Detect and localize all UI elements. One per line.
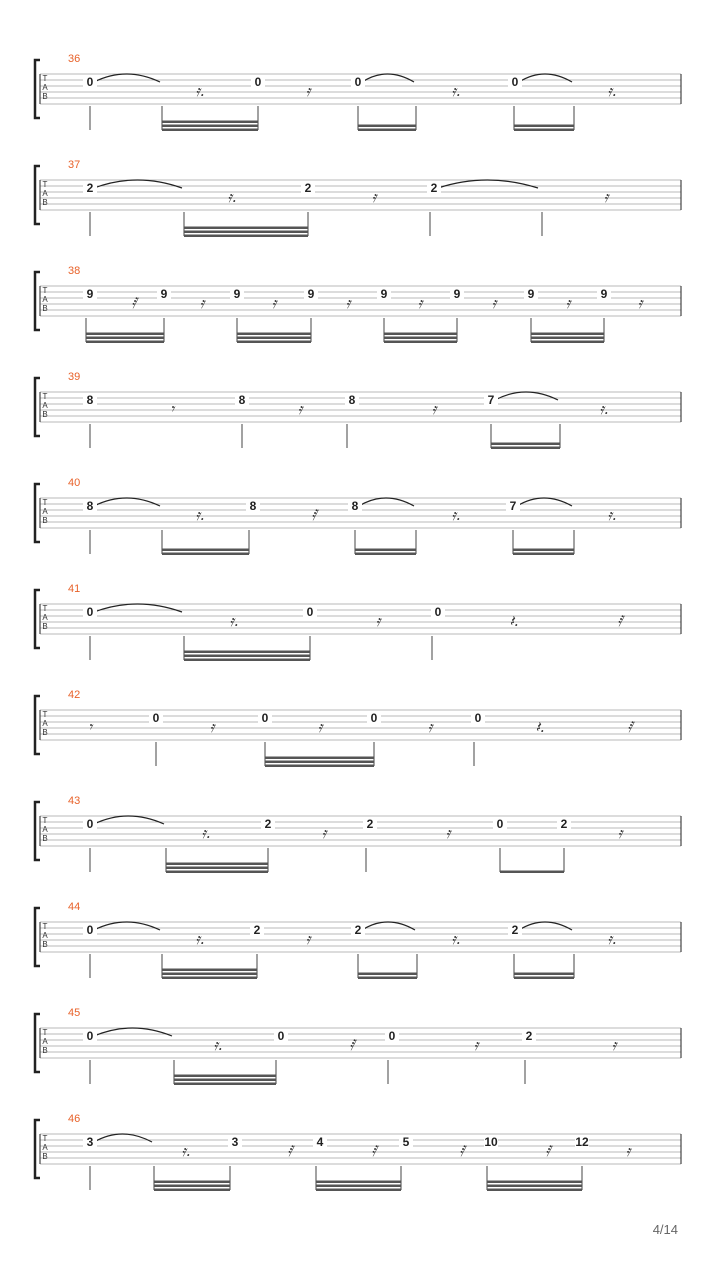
tab-clef-letter: T [42,1134,48,1143]
fret-number: 0 [354,75,362,89]
beam [237,337,311,340]
system-bracket [35,908,40,966]
rest-symbol: 𝄿 [431,400,437,418]
tab-clef-letter: A [42,295,48,304]
fret-number: 0 [277,1029,285,1043]
tie-arc [362,922,415,930]
fret-number: 2 [430,181,438,195]
rest-symbol: 𝄿. [229,612,239,630]
rest-symbol: 𝄿. [181,1142,191,1160]
beam [487,1185,582,1188]
measure-number: 40 [68,477,81,489]
beam [514,973,574,976]
rest-symbol: 𝄽. [535,718,545,736]
rest-symbol: 𝄿 [491,294,497,312]
rest-symbol: 𝄿 [625,1142,631,1160]
beam [316,1181,401,1184]
rest-symbol: 𝄿. [451,930,461,948]
system-bracket [35,484,40,542]
measure-number: 42 [68,689,81,701]
rest-symbol: 𝄿. [607,506,617,524]
beam [154,1181,230,1184]
fret-number: 2 [304,181,312,195]
tab-clef-letter: A [42,613,48,622]
beam [162,969,257,972]
rest-symbol: 𝄿. [607,930,617,948]
beam [514,977,574,980]
system-bracket [35,60,40,118]
rest-symbol: 𝄿 [305,82,311,100]
fret-number: 9 [307,287,315,301]
fret-number: 10 [484,1135,498,1149]
beam [166,867,268,870]
beam [358,125,416,128]
rest-symbol: 𝄿 [297,400,303,418]
tab-system [35,795,681,873]
rest-symbol: 𝄿. [451,506,461,524]
fret-number: 7 [487,393,495,407]
tie-arc [495,392,558,400]
fret-number: 2 [264,817,272,831]
beam [174,1079,276,1082]
tab-system [35,901,681,979]
tab-clef-letter: A [42,401,48,410]
beam [184,235,308,238]
tab-clef-letter: A [42,719,48,728]
beam [162,553,249,556]
tie-arc [94,74,160,82]
rest-symbol: 𝅀 [287,1142,293,1160]
system-bracket [35,696,40,754]
rest-symbol: 𝄿. [227,188,237,206]
fret-number: 9 [527,287,535,301]
rest-symbol: 𝄿. [195,930,205,948]
rest-symbol: 𝄿 [271,294,277,312]
measure-number: 37 [68,159,81,171]
system-bracket [35,590,40,648]
tab-clef-letter: A [42,1143,48,1152]
tab-system [35,1007,681,1085]
tab-clef-letter: B [42,198,48,207]
fret-number: 4 [316,1135,324,1149]
rest-symbol: 𝄿 [317,718,323,736]
measure-number: 45 [68,1007,81,1019]
beam [487,1181,582,1184]
beam [174,1075,276,1078]
system-bracket [35,1120,40,1178]
beam [355,553,416,556]
tab-clef-letter: B [42,410,48,419]
beam [384,337,457,340]
rest-symbol: 𝄿 [305,930,311,948]
beam [316,1189,401,1192]
beam [162,549,249,552]
tab-clef-letter: B [42,940,48,949]
tie-arc [94,604,182,612]
fret-number: 0 [86,75,94,89]
fret-number: 0 [86,1029,94,1043]
page-indicator: 4/14 [652,1222,678,1237]
beam [531,333,604,336]
beam [514,125,574,128]
rest-symbol: 𝄿. [213,1036,223,1054]
beam [86,341,164,344]
beam [514,129,574,132]
system-bracket [35,1014,40,1072]
tie-arc [359,498,414,506]
rest-symbol: 𝄾 [170,400,174,418]
rest-symbol: 𝄿 [637,294,643,312]
tab-clef-letter: B [42,1046,48,1055]
tab-clef-letter: B [42,516,48,525]
rest-symbol: 𝄿 [371,188,377,206]
rest-symbol: 𝄿 [445,824,451,842]
tie-arc [438,180,538,188]
tab-clef-letter: T [42,922,48,931]
system-bracket [35,802,40,860]
beam [166,863,268,866]
beam [491,443,560,446]
rest-symbol: 𝅀 [349,1036,355,1054]
fret-number: 9 [453,287,461,301]
fret-number: 3 [231,1135,239,1149]
tab-clef-letter: A [42,189,48,198]
beam [162,973,257,976]
rest-symbol: 𝅀 [371,1142,377,1160]
beam [162,977,257,980]
beam [358,977,417,980]
rest-symbol: 𝄿 [617,824,623,842]
fret-number: 5 [402,1135,410,1149]
tab-system [35,53,681,131]
fret-number: 0 [86,605,94,619]
fret-number: 0 [434,605,442,619]
tab-system [35,689,681,767]
beam [86,337,164,340]
fret-number: 8 [86,499,94,513]
measure-number: 44 [68,901,81,913]
beam [355,549,416,552]
tie-arc [519,922,572,930]
tie-arc [519,74,572,82]
beam [531,337,604,340]
tab-clef-letter: B [42,92,48,101]
fret-number: 0 [496,817,504,831]
tab-clef-letter: A [42,1037,48,1046]
fret-number: 9 [86,287,94,301]
rest-symbol: 𝄿 [603,188,609,206]
tab-clef-letter: A [42,825,48,834]
tab-system [35,371,681,449]
beam [162,125,258,128]
beam [162,121,258,124]
tab-clef-letter: A [42,507,48,516]
rest-symbol: 𝄿. [607,82,617,100]
beam [513,553,574,556]
fret-number: 2 [366,817,374,831]
beam [531,341,604,344]
tab-clef-letter: T [42,816,48,825]
rest-symbol: 𝄿 [473,1036,479,1054]
fret-number: 0 [254,75,262,89]
tab-system [35,583,681,661]
tie-arc [94,180,182,188]
beam [154,1185,230,1188]
beam [487,1189,582,1192]
tab-clef-letter: B [42,834,48,843]
fret-number: 8 [238,393,246,407]
beam [316,1185,401,1188]
beam [265,765,374,768]
tab-clef-letter: T [42,74,48,83]
tab-clef-letter: T [42,604,48,613]
fret-number: 8 [249,499,257,513]
rest-symbol: 𝄿 [565,294,571,312]
tab-clef-letter: T [42,710,48,719]
rest-symbol: 𝄿. [195,82,205,100]
beam [184,227,308,230]
tab-clef-letter: T [42,286,48,295]
tie-arc [94,922,160,930]
tie-arc [94,1028,172,1036]
rest-symbol: 𝄿. [599,400,609,418]
beam [237,333,311,336]
measure-number: 38 [68,265,81,277]
beam [358,129,416,132]
beam [86,333,164,336]
fret-number: 9 [233,287,241,301]
beam [184,651,310,654]
measure-number: 46 [68,1113,81,1125]
beam [184,655,310,658]
tab-clef-letter: B [42,304,48,313]
beam [237,341,311,344]
tab-clef-letter: B [42,622,48,631]
tab-system [35,159,681,237]
tie-arc [517,498,572,506]
fret-number: 0 [511,75,519,89]
fret-number: 2 [525,1029,533,1043]
fret-number: 0 [370,711,378,725]
rest-symbol: 𝄿 [417,294,423,312]
fret-number: 2 [354,923,362,937]
tab-clef-letter: T [42,392,48,401]
beam [174,1083,276,1086]
fret-number: 3 [86,1135,94,1149]
tie-arc [362,74,414,82]
beam [184,231,308,234]
fret-number: 2 [511,923,519,937]
tab-clef-letter: T [42,1028,48,1037]
measure-number: 41 [68,583,81,595]
rest-symbol: 𝅀 [459,1142,465,1160]
fret-number: 0 [261,711,269,725]
fret-number: 0 [388,1029,396,1043]
tie-arc [94,816,164,824]
rest-symbol: 𝄿 [345,294,351,312]
fret-number: 0 [86,817,94,831]
system-bracket [35,166,40,224]
tab-clef-letter: A [42,931,48,940]
rest-symbol: 𝅀 [311,506,317,524]
fret-number: 8 [351,499,359,513]
fret-number: 2 [560,817,568,831]
rest-symbol: 𝄿. [195,506,205,524]
beam [162,129,258,132]
fret-number: 0 [152,711,160,725]
system-bracket [35,272,40,330]
tie-arc [94,1134,152,1142]
rest-symbol: 𝄿 [375,612,381,630]
rest-symbol: 𝅀 [131,294,137,312]
tab-clef-letter: T [42,498,48,507]
rest-symbol: 𝄿 [611,1036,617,1054]
beam [384,333,457,336]
fret-number: 2 [253,923,261,937]
fret-number: 8 [348,393,356,407]
tie-arc [94,498,160,506]
tab-clef-letter: A [42,83,48,92]
rest-symbol: 𝄿. [451,82,461,100]
fret-number: 12 [575,1135,589,1149]
rest-symbol: 𝄿 [209,718,215,736]
rest-symbol: 𝅀 [545,1142,551,1160]
beam [265,761,374,764]
beam [384,341,457,344]
system-bracket [35,378,40,436]
tab-system [35,265,681,343]
rest-symbol: 𝄽. [509,612,519,630]
fret-number: 7 [509,499,517,513]
fret-number: 0 [86,923,94,937]
measure-number: 39 [68,371,81,383]
fret-number: 8 [86,393,94,407]
tab-clef-letter: T [42,180,48,189]
fret-number: 9 [380,287,388,301]
fret-number: 0 [474,711,482,725]
beam [154,1189,230,1192]
rest-symbol: 𝄿. [201,824,211,842]
beam [500,871,564,874]
tab-system [35,477,681,555]
beam [166,871,268,874]
fret-number: 9 [600,287,608,301]
measure-number: 43 [68,795,81,807]
beam [265,757,374,760]
rest-symbol: 𝅀 [617,612,623,630]
tab-system [35,1113,681,1191]
fret-number: 2 [86,181,94,195]
rest-symbol: 𝄿 [321,824,327,842]
beam [513,549,574,552]
rest-symbol: 𝄿 [427,718,433,736]
rest-symbol: 𝅀 [627,718,633,736]
tab-clef-letter: B [42,728,48,737]
rest-symbol: 𝄿 [199,294,205,312]
beam [184,659,310,662]
beam [358,973,417,976]
beam [491,447,560,450]
tab-clef-letter: B [42,1152,48,1161]
fret-number: 9 [160,287,168,301]
fret-number: 0 [306,605,314,619]
rest-symbol: 𝄾 [88,718,92,736]
measure-number: 36 [68,53,81,65]
